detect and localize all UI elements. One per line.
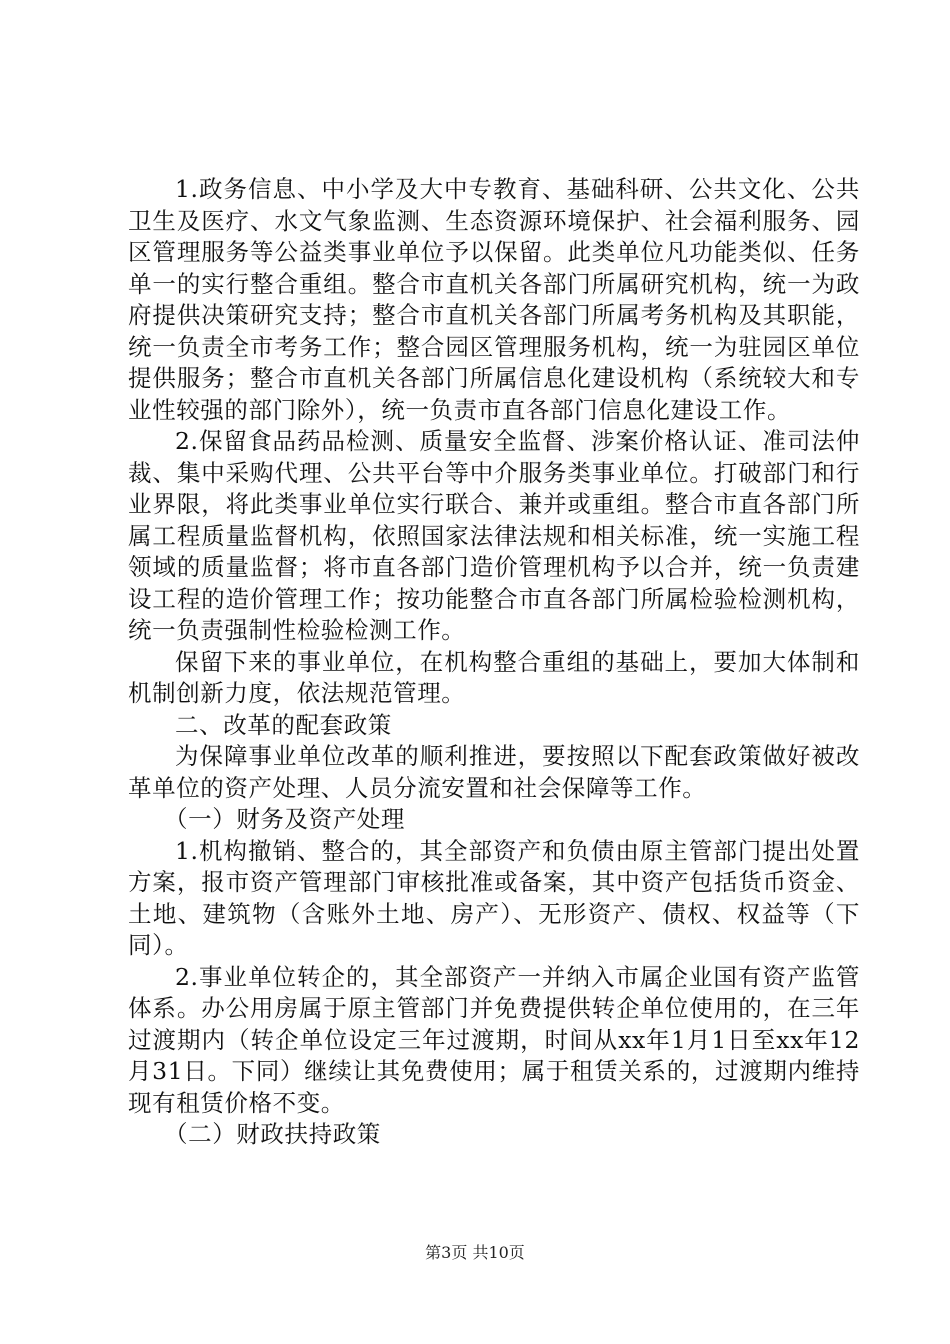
section-heading-supporting-policies: 二、改革的配套政策 xyxy=(175,710,392,739)
subsection-heading-finance-assets: （一）财务及资产处理 xyxy=(164,805,405,833)
paragraph-enterprise-conversion: 2.事业单位转企的，其全部资产一并纳入市属企业国有资产监管体系。办公用房属于原主管部门并免费提供转企单位使用的，在三年过渡期内（转企单位设定三年过渡期，时间从xx年1月1日至xx年12月31日。下同）继续让其免费使用；属于租赁关系的，过渡期内维持现有租赁价格不变。 xyxy=(128,962,860,1117)
document-body xyxy=(128,174,860,1151)
paragraph-retained-units: 保留下来的事业单位，在机构整合重组的基础上，要加大体制和机制创新力度，依法规范管理。 xyxy=(128,647,860,707)
paragraph-asset-disposal: 1.机构撤销、整合的，其全部资产和负债由原主管部门提出处置方案，报市资产管理部门审核批准或备案，其中资产包括货币资金、土地、建筑物（含账外土地、房产）、无形资产、债权、权益等（下同）。 xyxy=(128,836,860,959)
paragraph-intermediary-units: 2.保留食品药品检测、质量安全监督、涉案价格认证、准司法仲裁、集中采购代理、公共平台等中介服务类事业单位。打破部门和行业界限，将此类事业单位实行联合、兼并或重组。整合市直各部门所属工程质量监督机构，依照国家法律法规和相关标准，统一实施工程领域的质量监督；将市直各部门造价管理机构予以合并，统一负责建设工程的造价管理工作；按功能整合市直各部门所属检验检测机构，统一负责强制性检验检测工作。 xyxy=(128,427,860,644)
page-number-footer: 第3页 共10页 xyxy=(425,1243,525,1262)
paragraph-policy-intro: 为保障事业单位改革的顺利推进，要按照以下配套政策做好被改革单位的资产处理、人员分流安置和社会保障等工作。 xyxy=(128,742,860,802)
subsection-heading-fiscal-support: （二）财政扶持政策 xyxy=(164,1120,381,1148)
paragraph-public-welfare-units: 1.政务信息、中小学及大中专教育、基础科研、公共文化、公共卫生及医疗、水文气象监测、生态资源环境保护、社会福利服务、园区管理服务等公益类事业单位予以保留。此类单位凡功能类似、任务单一的实行整合重组。整合市直机关各部门所属研究机构，统一为政府提供决策研究支持；整合市直机关各部门所属考务机构及其职能，统一负责全市考务工作；整合园区管理服务机构，统一为驻园区单位提供服务；整合市直机关各部门所属信息化建设机构（系统较大和专业性较强的部门除外），统一负责市直各部门信息化建设工作。 xyxy=(128,175,860,424)
